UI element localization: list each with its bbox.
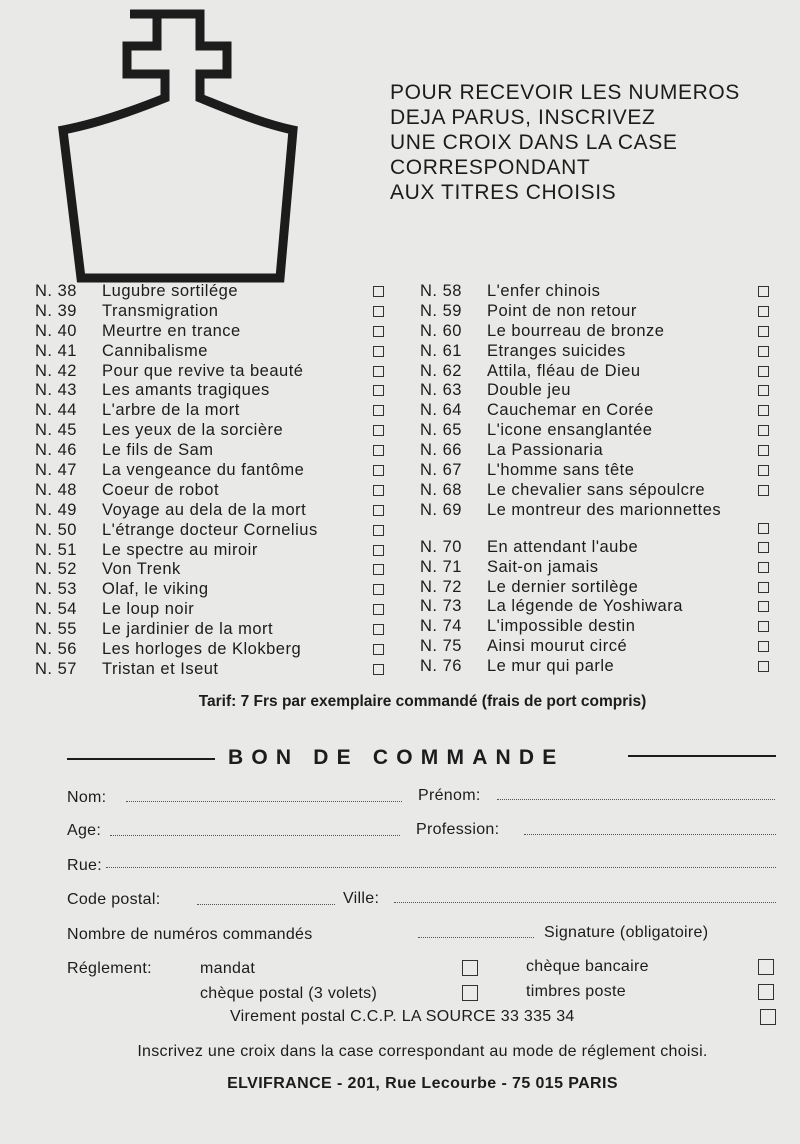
- title-row: [35, 640, 395, 660]
- issue-checkbox[interactable]: [758, 405, 769, 416]
- prenom-label: Prénom:: [418, 787, 481, 804]
- title-row: [420, 441, 780, 461]
- prenom-field[interactable]: [497, 799, 775, 800]
- issue-title: Von Trenk: [102, 560, 181, 579]
- issue-title: Le montreur des marionnettes: [487, 500, 722, 519]
- issue-number: N. 54: [35, 600, 77, 619]
- issue-title: Les horloges de Klokberg: [102, 640, 302, 659]
- title-row: [35, 600, 395, 620]
- issue-checkbox[interactable]: [373, 385, 384, 396]
- issue-title: Les amants tragiques: [102, 381, 270, 400]
- intro-line: AUX TITRES CHOISIS: [390, 181, 617, 204]
- title-row: [35, 660, 395, 680]
- title-row: [35, 342, 395, 362]
- issue-number: N. 74: [420, 617, 462, 636]
- title-row: [35, 421, 395, 441]
- title-row: [35, 521, 395, 541]
- code-postal-label: Code postal:: [67, 891, 161, 908]
- title-row: [35, 580, 395, 600]
- nombre-field[interactable]: [418, 937, 534, 938]
- issue-title: Cauchemar en Corée: [487, 401, 654, 420]
- issue-number: N. 52: [35, 560, 77, 579]
- nombre-label: Nombre de numéros commandés: [67, 926, 313, 943]
- issue-checkbox[interactable]: [758, 366, 769, 377]
- issue-checkbox[interactable]: [373, 326, 384, 337]
- title-row: [35, 481, 395, 501]
- title-row: [35, 362, 395, 382]
- issue-title: Le fils de Sam: [102, 441, 214, 460]
- issue-checkbox[interactable]: [373, 664, 384, 675]
- issue-number: N. 66: [420, 441, 462, 460]
- issue-title: Les yeux de la sorcière: [102, 421, 284, 440]
- issue-number: N. 59: [420, 301, 462, 320]
- issue-title: Attila, fléau de Dieu: [487, 361, 641, 380]
- issue-checkbox[interactable]: [758, 601, 769, 612]
- issue-number: N. 76: [420, 657, 462, 676]
- issue-checkbox[interactable]: [758, 621, 769, 632]
- issue-number: N. 61: [420, 341, 462, 360]
- rue-label: Rue:: [67, 857, 102, 874]
- code-postal-field[interactable]: [197, 904, 335, 905]
- title-row: [35, 302, 395, 322]
- issue-number: N. 42: [35, 361, 77, 380]
- issue-title: L'enfer chinois: [487, 282, 601, 300]
- issue-number: N. 45: [35, 421, 77, 440]
- issue-title: Pour que revive ta beauté: [102, 361, 304, 380]
- issue-title: L'homme sans tête: [487, 461, 635, 480]
- nom-field[interactable]: [126, 801, 402, 802]
- issue-title: Lugubre sortilége: [102, 282, 239, 300]
- title-row: [420, 617, 780, 637]
- issue-number: N. 58: [420, 282, 462, 300]
- issue-checkbox[interactable]: [373, 485, 384, 496]
- issue-number: N. 38: [35, 282, 77, 300]
- title-row: [35, 501, 395, 521]
- age-label: Age:: [67, 822, 102, 839]
- cheque-bancaire-checkbox[interactable]: [758, 959, 774, 975]
- intro-text: [390, 80, 790, 205]
- issue-checkbox[interactable]: [373, 644, 384, 655]
- title-row: [420, 381, 780, 401]
- virement-label: Virement postal C.C.P. LA SOURCE 33 335 34: [230, 1008, 575, 1025]
- issue-number: N. 73: [420, 597, 462, 616]
- issue-checkbox[interactable]: [373, 584, 384, 595]
- issue-title: Transmigration: [102, 301, 219, 320]
- issue-number: N. 56: [35, 640, 77, 659]
- issue-number: N. 55: [35, 620, 77, 639]
- issue-number: N. 68: [420, 480, 462, 499]
- title-row: [420, 637, 780, 657]
- issue-title: En attendant l'aube: [487, 537, 639, 556]
- title-row: [420, 302, 780, 322]
- issue-checkbox[interactable]: [373, 405, 384, 416]
- title-row: [420, 501, 780, 538]
- issue-number: N. 75: [420, 637, 462, 656]
- issue-title: Le mur qui parle: [487, 657, 615, 676]
- issue-checkbox[interactable]: [758, 562, 769, 573]
- issue-title: Tristan et Iseut: [102, 659, 219, 678]
- intro-line: CORRESPONDANT: [390, 156, 591, 179]
- intro-line: POUR RECEVOIR LES NUMEROS: [390, 81, 740, 104]
- issue-checkbox[interactable]: [758, 582, 769, 593]
- title-row: [420, 657, 780, 677]
- intro-line: DEJA PARUS, INSCRIVEZ: [390, 106, 656, 129]
- issue-title: La Passionaria: [487, 441, 604, 460]
- ville-field[interactable]: [394, 902, 776, 903]
- timbres-checkbox[interactable]: [758, 984, 774, 1000]
- issue-checkbox[interactable]: [758, 485, 769, 496]
- issue-number: N. 60: [420, 321, 462, 340]
- issue-checkbox[interactable]: [373, 505, 384, 516]
- issue-number: N. 72: [420, 577, 462, 596]
- issue-number: N. 40: [35, 321, 77, 340]
- issue-number: N. 50: [35, 520, 77, 539]
- title-row: [420, 481, 780, 501]
- title-row: [420, 421, 780, 441]
- issue-number: N. 46: [35, 441, 77, 460]
- issue-number: N. 71: [420, 557, 462, 576]
- issue-number: N. 64: [420, 401, 462, 420]
- reglement-label: Réglement:: [67, 960, 152, 977]
- issue-title: L'impossible destin: [487, 617, 636, 636]
- issue-number: N. 51: [35, 540, 77, 559]
- title-row: [420, 282, 780, 302]
- issue-title: L'icone ensanglantée: [487, 421, 653, 440]
- title-row: [35, 560, 395, 580]
- title-row: [35, 282, 395, 302]
- issue-title: Le loup noir: [102, 600, 195, 619]
- issue-checkbox[interactable]: [373, 564, 384, 575]
- divider-line: [67, 758, 215, 760]
- issue-checkbox[interactable]: [758, 306, 769, 317]
- title-row: [420, 578, 780, 598]
- ville-label: Ville:: [343, 890, 380, 907]
- profession-label: Profession:: [416, 821, 500, 838]
- issue-checkbox[interactable]: [758, 661, 769, 672]
- intro-line: UNE CROIX DANS LA CASE: [390, 131, 678, 154]
- issue-number: N. 62: [420, 361, 462, 380]
- issue-title: L'étrange docteur Cornelius: [102, 520, 318, 539]
- virement-checkbox[interactable]: [760, 1009, 776, 1025]
- issue-checkbox[interactable]: [758, 641, 769, 652]
- order-form-title: BON DE COMMANDE: [228, 746, 565, 769]
- timbres-label: timbres poste: [526, 983, 626, 1000]
- issue-number: N. 63: [420, 381, 462, 400]
- title-row: [35, 381, 395, 401]
- issue-checkbox[interactable]: [758, 346, 769, 357]
- issue-number: N. 53: [35, 580, 77, 599]
- issue-checkbox[interactable]: [373, 366, 384, 377]
- instructions-text: Inscrivez une croix dans la case correspondant au mode de réglement choisi.: [137, 1043, 708, 1060]
- issue-number: N. 70: [420, 537, 462, 556]
- issue-checkbox[interactable]: [758, 385, 769, 396]
- cheque-postal-label: chèque postal (3 volets): [200, 985, 378, 1002]
- issue-checkbox[interactable]: [373, 604, 384, 615]
- cheque-bancaire-label: chèque bancaire: [526, 958, 649, 975]
- issue-checkbox[interactable]: [758, 523, 769, 534]
- issue-number: N. 41: [35, 341, 77, 360]
- issue-checkbox[interactable]: [373, 306, 384, 317]
- titles-list-left: [35, 282, 395, 680]
- issue-title: Point de non retour: [487, 301, 637, 320]
- title-row: [420, 401, 780, 421]
- issue-title: Le bourreau de bronze: [487, 321, 665, 340]
- issue-title: La vengeance du fantôme: [102, 461, 305, 480]
- title-row: [420, 362, 780, 382]
- issue-checkbox[interactable]: [373, 445, 384, 456]
- age-field[interactable]: [110, 835, 400, 836]
- issue-title: Ainsi mourut circé: [487, 637, 628, 656]
- tarif-text: Tarif: 7 Frs par exemplaire commandé (frais de port compris): [198, 693, 647, 710]
- issue-checkbox[interactable]: [758, 286, 769, 297]
- mandat-checkbox[interactable]: [462, 960, 478, 976]
- tombstone-cross-icon: [55, 8, 305, 283]
- issue-title: Coeur de robot: [102, 480, 220, 499]
- issue-title: Le spectre au miroir: [102, 540, 258, 559]
- title-row: [35, 441, 395, 461]
- issue-number: N. 49: [35, 500, 77, 519]
- issue-number: N. 67: [420, 461, 462, 480]
- title-row: [35, 541, 395, 561]
- issue-title: Voyage au dela de la mort: [102, 500, 307, 519]
- issue-title: Double jeu: [487, 381, 571, 400]
- title-row: [35, 401, 395, 421]
- issue-checkbox[interactable]: [758, 465, 769, 476]
- issue-number: N. 69: [420, 500, 462, 519]
- title-row: [35, 461, 395, 481]
- issue-checkbox[interactable]: [758, 425, 769, 436]
- title-row: [420, 558, 780, 578]
- issue-number: N. 65: [420, 421, 462, 440]
- issue-title: Le jardinier de la mort: [102, 620, 274, 639]
- titles-list-right: [420, 282, 780, 677]
- publisher-address: ELVIFRANCE - 201, Rue Lecourbe - 75 015 PARIS: [227, 1075, 618, 1092]
- cheque-postal-checkbox[interactable]: [462, 985, 478, 1001]
- issue-number: N. 48: [35, 480, 77, 499]
- title-row: [420, 322, 780, 342]
- title-row: [420, 461, 780, 481]
- issue-checkbox[interactable]: [373, 525, 384, 536]
- signature-label: Signature (obligatoire): [544, 924, 709, 941]
- issue-number: N. 47: [35, 461, 77, 480]
- issue-number: N. 57: [35, 659, 77, 678]
- issue-checkbox[interactable]: [373, 286, 384, 297]
- issue-checkbox[interactable]: [373, 545, 384, 556]
- profession-field[interactable]: [524, 834, 776, 835]
- issue-checkbox[interactable]: [373, 624, 384, 635]
- issue-number: N. 39: [35, 301, 77, 320]
- mandat-label: mandat: [200, 960, 256, 977]
- issue-title: Cannibalisme: [102, 341, 208, 360]
- issue-title: Le dernier sortilège: [487, 577, 639, 596]
- issue-checkbox[interactable]: [373, 425, 384, 436]
- issue-title: Etranges suicides: [487, 341, 626, 360]
- rue-field[interactable]: [106, 867, 776, 868]
- title-row: [35, 322, 395, 342]
- issue-checkbox[interactable]: [373, 346, 384, 357]
- title-row: [420, 597, 780, 617]
- issue-title: L'arbre de la mort: [102, 401, 240, 420]
- issue-title: Le chevalier sans sépoulcre: [487, 480, 706, 499]
- nom-label: Nom:: [67, 789, 107, 806]
- issue-checkbox[interactable]: [758, 542, 769, 553]
- issue-number: N. 44: [35, 401, 77, 420]
- issue-checkbox[interactable]: [373, 465, 384, 476]
- title-row: [35, 620, 395, 640]
- issue-title: Meurtre en trance: [102, 321, 241, 340]
- issue-number: N. 43: [35, 381, 77, 400]
- issue-title: Sait-on jamais: [487, 557, 599, 576]
- title-row: [420, 538, 780, 558]
- issue-title: Olaf, le viking: [102, 580, 209, 599]
- issue-title: La légende de Yoshiwara: [487, 597, 683, 616]
- title-row: [420, 342, 780, 362]
- issue-checkbox[interactable]: [758, 445, 769, 456]
- issue-checkbox[interactable]: [758, 326, 769, 337]
- divider-line: [628, 755, 776, 757]
